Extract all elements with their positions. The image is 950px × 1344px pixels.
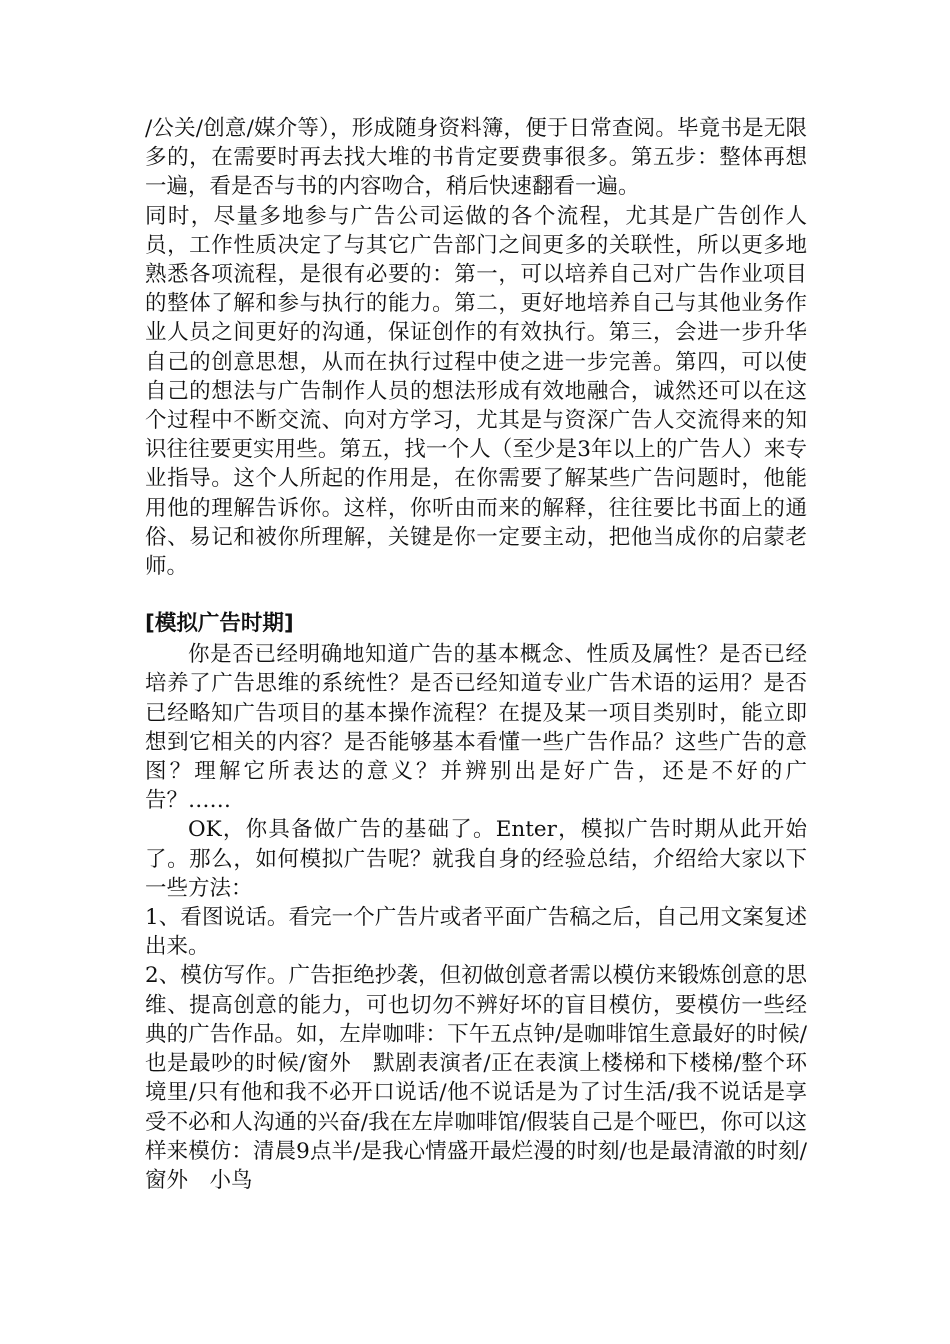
paragraph-agency-process: 同时，尽量多地参与广告公司运做的各个流程，尤其是广告创作人员，工作性质决定了与其它广告部门之间更多的关联性，所以更多地熟悉各项流程，是很有必要的：第一，可以培养自己对广告作业项目的整体了解和参与执行的能力。第二，更好地培养自己与其他业务作业人员之间更好的沟通，保证创作的有效执行。第三，会进一步升华自己的创意思想，从而在执行过程中使之进一步完善。第四，可以使自己的想法与广告制作人员的想法形成有效地融合，诚然还可以在这个过程中不断交流、向对方学习，尤其是与资深广告人交流得来的知识往往要更实用些。第五，找一个人（至少是3年以上的广告人）来专业指导。这个人所起的作用是，在你需要了解某些广告问题时，他能用他的理解告诉你。这样，你听由而来的解释，往往要比书面上的通俗、易记和被你所理解，关键是你一定要主动，把他当成你的启蒙老师。 (145, 203, 807, 580)
document-body (145, 114, 807, 1195)
list-item-method-1: 1、看图说话。看完一个广告片或者平面广告稿之后，自己用文案复述出来。 (145, 905, 807, 960)
paragraph-questions: 你是否已经明确地知道广告的基本概念、性质及属性？是否已经培养了广告思维的系统性？是否已经知道专业广告术语的运用？是否已经略知广告项目的基本操作流程？在提及某一项目类别时，能立即想到它相关的内容？是否能够基本看懂一些广告作品？这些广告的意图？理解它所表达的意义？并辨别出是好广告，还是不好的广告？…… (145, 642, 807, 814)
list-item-method-2: 2、模仿写作。广告拒绝抄袭，但初做创意者需以模仿来锻炼创意的思维、提高创意的能力，可也切勿不辨好坏的盲目模仿，要模仿一些经典的广告作品。如，左岸咖啡：下午五点钟/是咖啡馆生意最好的时候/也是最吵的时候/窗外 默剧表演者/正在表演上楼梯和下楼梯/整个环境里/只有他和我不必开口说话/他不说话是为了讨生活/我不说话是享受不必和人沟通的兴奋/我在左岸咖啡馆/假装自己是个哑巴，你可以这样来模仿：清晨9点半/是我心情盛开最烂漫的时刻/也是最清澈的时刻/窗外 小鸟 (145, 963, 807, 1193)
paragraph-reference-notes: /公关/创意/媒介等），形成随身资料簿，便于日常查阅。毕竟书是无限多的，在需要时再去找大堆的书肯定要费事很多。第五步：整体再想一遍，看是否与书的内容吻合，稍后快速翻看一遍。 (145, 116, 807, 200)
paragraph-ok-enter: OK，你具备做广告的基础了。Enter，模拟广告时期从此开始了。那么，如何模拟广告呢？就我自身的经验总结，介绍给大家以下一些方法： (145, 817, 807, 901)
section-heading: [模拟广告时期] (145, 611, 294, 637)
